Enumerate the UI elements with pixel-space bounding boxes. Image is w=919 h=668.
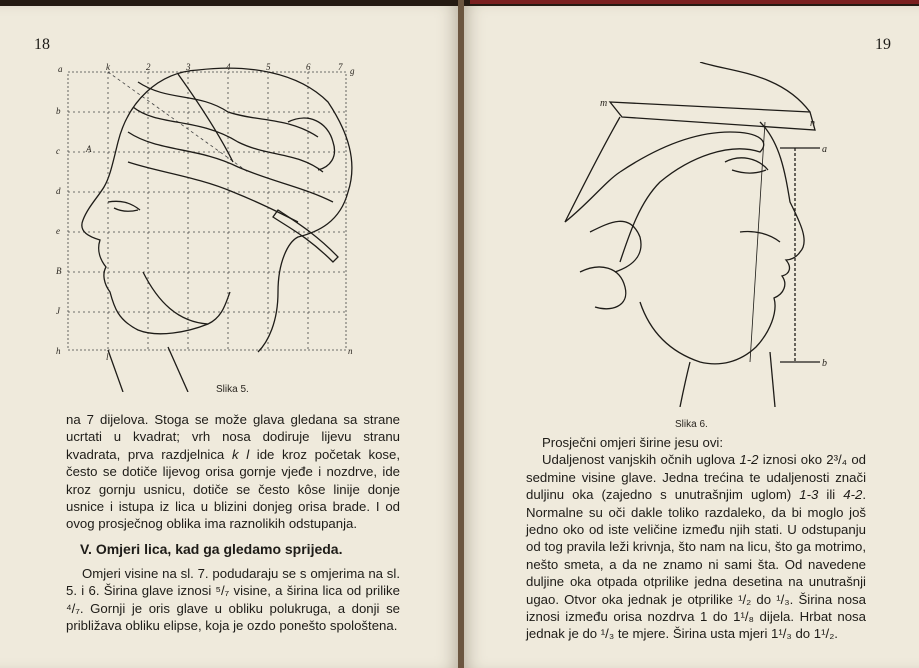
right-paragraph xyxy=(526,451,866,642)
figure-caption-right: Slika 6. xyxy=(675,419,708,430)
head-profile-drawing xyxy=(82,68,352,392)
svg-text:a: a xyxy=(58,64,63,74)
page-number-right: 19 xyxy=(875,36,891,53)
svg-text:5: 5 xyxy=(266,62,271,72)
figure-caption-left: Slika 5. xyxy=(216,384,249,395)
svg-text:J: J xyxy=(56,306,60,316)
svg-text:e: e xyxy=(56,226,60,236)
left-paragraph-part2: ide kroz početak kose, često se dotiče lijevog orisa gornje vjeđe i nozdrve, ide kroz gornju usnicu, dotiče se često kôse linije donje usnice i istupa iz lica u blizini donjeg orisa brade. I od ovog prosječnog oblika ima raznolikih odstupanja. xyxy=(66,446,401,532)
svg-text:A: A xyxy=(86,144,92,154)
right-paragraph-1-3: 1-3 xyxy=(799,487,819,503)
svg-text:d: d xyxy=(56,186,61,196)
svg-text:b: b xyxy=(56,106,61,116)
left-section-paragraph xyxy=(66,565,400,635)
svg-text:6: 6 xyxy=(306,62,311,72)
svg-text:n: n xyxy=(810,118,815,129)
left-paragraph xyxy=(66,411,400,533)
svg-text:B: B xyxy=(56,266,62,276)
binding-red-band xyxy=(470,0,919,4)
svg-text:c: c xyxy=(56,146,60,156)
figure-profile-head-grid xyxy=(48,62,368,392)
svg-text:a: a xyxy=(822,144,827,155)
figure6-labels xyxy=(600,98,827,369)
right-paragraph-part3: ili xyxy=(826,487,836,503)
left-section-paragraph-text: Omjeri visine na sl. 7. podudaraju se s omjerima na sl. 5. i 6. Širina glave iznosi ⁵/₇ visine, a širina lica od prilike ⁴/₇. Gornji je oris glave u obliku polukruga, a donji se približava obliku elipse, koja je ozdo ponešto spološtena. xyxy=(66,566,400,634)
right-paragraph-part2: iznosi oko 2³/₄ od sedmine visine glave. Jedna trećina te udaljenosti znači duljinu oka (zajedno s unutrašnjim uglom) xyxy=(526,452,867,503)
svg-text:n: n xyxy=(348,346,353,356)
grid-lines xyxy=(68,72,346,350)
svg-text:4: 4 xyxy=(226,62,231,72)
svg-text:2: 2 xyxy=(146,62,151,72)
svg-text:b: b xyxy=(822,358,827,369)
svg-text:k: k xyxy=(106,62,110,72)
left-paragraph-part1: na 7 dijelova. Stoga se može glava gledana sa strane ucrtati u kvadrat; vrh nosa dodiruje lijevu stranu kvadrata, prva razdjelnica xyxy=(66,412,400,462)
svg-text:g: g xyxy=(350,66,355,76)
page-number-left: 18 xyxy=(34,36,50,53)
right-text-block xyxy=(526,434,866,643)
right-intro: Prosječni omjeri širine jesu ovi: xyxy=(542,435,724,450)
grid-labels xyxy=(56,62,355,362)
figure-head-three-quarter xyxy=(560,62,860,407)
svg-text:m: m xyxy=(600,98,608,109)
right-paragraph-part4: . Normalne su oči dakle toliko razdaleko, da bi moglo još jedno oko od iste veličine između njih stati. U odstupanju od tog pravila leži krivnja, što nam na licu, što ga motrimo, nešto smeta, a da ne znamo ni sami šta. Od navedene duljine oka otpada otprilike jedna desetina na unutrašnji ugao. Otvor oka jednak je otprilike ¹/₂ do ¹/₃. Širina nosa iznosi između orisa nozdrva 1 do 1¹/₈ dijela. Hrbat nosa jednak je do ¹/₃ te mjere. Širina usta mjeri 1¹/₃ do 1¹/₂. xyxy=(526,487,866,642)
right-page xyxy=(464,6,919,668)
head-drawing xyxy=(565,62,820,407)
left-page xyxy=(0,6,458,668)
svg-text:7: 7 xyxy=(338,62,343,72)
svg-text:3: 3 xyxy=(186,62,191,72)
right-paragraph-1-2: 1-2 xyxy=(739,452,759,468)
left-paragraph-kl: k l xyxy=(231,446,250,462)
right-paragraph-part1: Udaljenost vanjskih očnih uglova xyxy=(542,452,736,468)
svg-text:h: h xyxy=(56,346,61,356)
section-heading: V. Omjeri lica, kad ga gledamo sprijeda. xyxy=(80,541,343,557)
right-paragraph-4-2: 4-2 xyxy=(843,487,863,503)
svg-text:l: l xyxy=(106,352,109,362)
